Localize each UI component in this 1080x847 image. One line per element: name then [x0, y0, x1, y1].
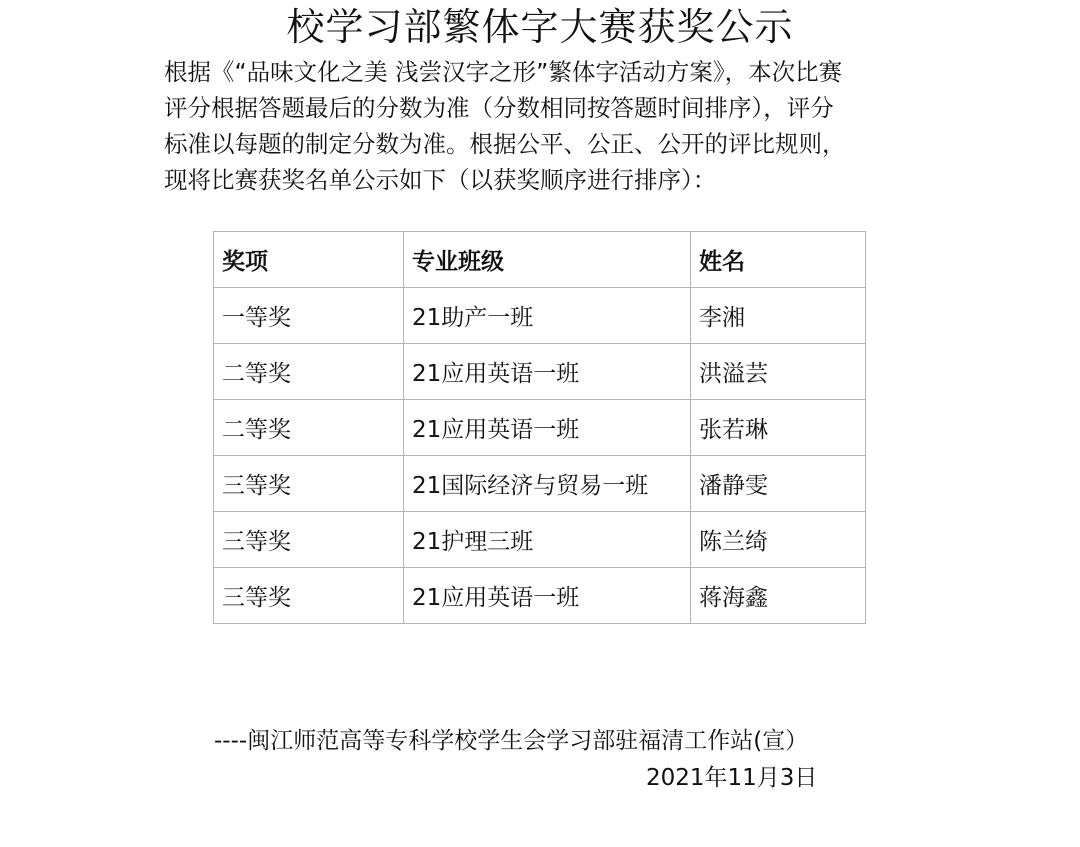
intro-line: 标准以每题的制定分数为准。根据公平、公正、公开的评比规则，	[164, 130, 846, 158]
award-cell: 三等奖	[214, 568, 404, 624]
table-row	[214, 288, 866, 344]
class-cell: 21国际经济与贸易一班	[404, 456, 691, 512]
award-cell: 三等奖	[214, 456, 404, 512]
intro-line: 根据《“品味文化之美 浅尝汉字之形”繁体字活动方案》，本次比赛	[164, 58, 843, 86]
class-cell: 21应用英语一班	[404, 400, 691, 456]
table-row	[214, 512, 866, 568]
name-cell: 张若琳	[691, 400, 866, 456]
header-award: 奖项	[214, 232, 404, 288]
award-cell: 一等奖	[214, 288, 404, 344]
intro-line: 现将比赛获奖名单公示如下（以获奖顺序进行排序）：	[164, 166, 717, 194]
table-row	[214, 344, 866, 400]
class-cell: 21护理三班	[404, 512, 691, 568]
date: 2021年11月3日	[646, 765, 818, 791]
name-cell: 蒋海鑫	[691, 568, 866, 624]
header-class: 专业班级	[404, 232, 691, 288]
award-cell: 二等奖	[214, 400, 404, 456]
name-cell: 洪溢芸	[691, 344, 866, 400]
intro-line: 评分根据答题最后的分数为准（分数相同按答题时间排序），评分	[164, 94, 834, 122]
name-cell: 陈兰绮	[691, 512, 866, 568]
table-row	[214, 400, 866, 456]
intro-paragraph	[164, 54, 924, 198]
award-cell: 三等奖	[214, 512, 404, 568]
document-title: 校学习部繁体字大赛获奖公示	[286, 5, 794, 49]
class-cell: 21助产一班	[404, 288, 691, 344]
table-row	[214, 568, 866, 624]
name-cell: 李湘	[691, 288, 866, 344]
class-cell: 21应用英语一班	[404, 568, 691, 624]
table-header-row	[214, 232, 866, 288]
award-table	[213, 231, 866, 624]
table-row	[214, 456, 866, 512]
signature: ----闽江师范高等专科学校学生会学习部驻福清工作站(宣）	[214, 728, 809, 754]
award-cell: 二等奖	[214, 344, 404, 400]
class-cell: 21应用英语一班	[404, 344, 691, 400]
name-cell: 潘静雯	[691, 456, 866, 512]
header-name: 姓名	[691, 232, 866, 288]
